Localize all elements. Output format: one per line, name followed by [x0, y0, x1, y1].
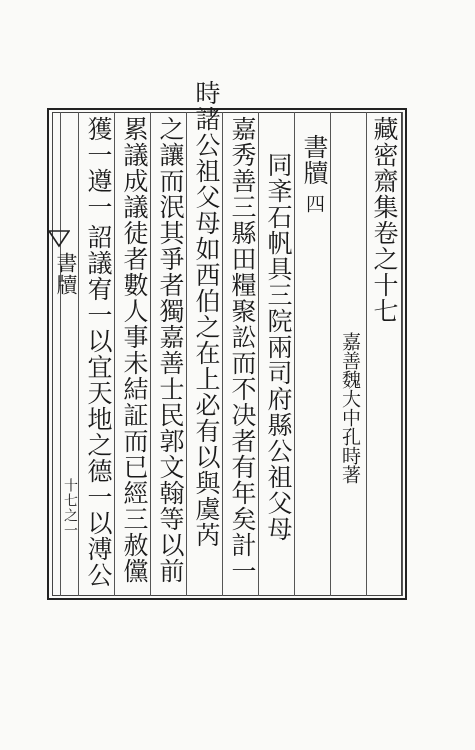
book-title: 藏密齋集卷之十七 — [370, 116, 399, 324]
section-heading — [296, 134, 332, 213]
text-column-1: 同㪯石帆具三院兩司府縣公祖父母 — [264, 152, 293, 542]
text-column-3: 時諸公祖父母如西伯之在上必有以與虞芮 — [192, 80, 221, 548]
text-column-2: 嘉秀善三縣田糧聚訟而不决者有年矣計一 — [228, 116, 257, 584]
section-heading-text: 書牘 — [300, 134, 329, 186]
text-column-6b: 詔議宥一以宜天地之德一以溥公 — [84, 224, 113, 588]
margin-page-number: 十七之一 — [62, 478, 78, 538]
fishtail-mark-icon — [48, 230, 70, 248]
text-column-4: 之讓而泯其爭者獨嘉善士民郭文翰等以前 — [156, 116, 185, 584]
column-rule — [402, 112, 403, 596]
author-line: 嘉善魏大中孔時著 — [339, 332, 361, 484]
text-column-6a: 獲一遵一 — [84, 116, 113, 220]
section-number: 四 — [303, 194, 325, 213]
margin-section-title: 書牘 — [54, 252, 78, 296]
text-column-5: 累議成議徒者數人事未結証而已經三赦儻 — [120, 116, 149, 584]
